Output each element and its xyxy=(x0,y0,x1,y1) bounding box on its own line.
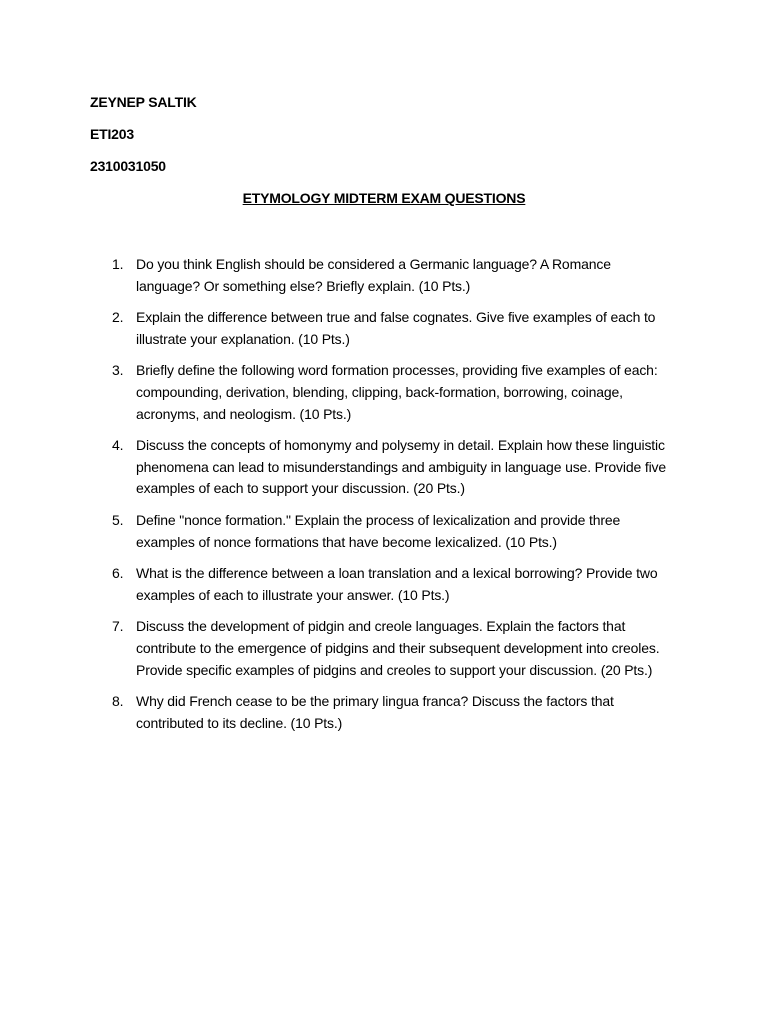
question-item xyxy=(0,307,676,350)
question-number: 1. xyxy=(112,256,124,272)
student-name: ZEYNEP SALTIK xyxy=(90,94,197,110)
question-text: What is the difference between a loan translation and a lexical borrowing? Provide two examples of each to illustrate your answer. (10 Pts.) xyxy=(136,565,658,603)
question-item xyxy=(0,360,676,425)
question-number: 8. xyxy=(112,693,124,710)
question-text: Define "nonce formation." Explain the process of lexicalization and provide three examples of nonce formations that have become lexicalized. (10 Pts.) xyxy=(136,511,621,550)
question-list xyxy=(0,254,768,744)
question-item xyxy=(0,435,676,500)
question-number: 2. xyxy=(112,309,124,326)
question-number: 3. xyxy=(112,362,124,379)
student-id: 2310031050 xyxy=(90,158,166,174)
question-text: Explain the difference between true and false cognates. Give five examples of each to illustrate your explanation. (10 Pts.) xyxy=(136,309,656,347)
question-item xyxy=(0,510,676,553)
question-text: Discuss the concepts of homonymy and polysemy in detail. Explain how these linguistic phenomena can lead to misunderstandings and ambiguity in language use. Provide five examples of each to support your discussion. (20 Pts.) xyxy=(136,437,667,497)
question-number: 4. xyxy=(112,437,124,454)
question-number: 6. xyxy=(112,565,124,582)
question-item xyxy=(0,616,676,681)
course-code: ETI203 xyxy=(90,126,134,142)
question-number: 5. xyxy=(112,511,124,528)
question-text: Why did French cease to be the primary lingua franca? Discuss the factors that contributed to its decline. (10 Pts.) xyxy=(136,693,614,731)
question-text: Do you think English should be considered a Germanic language? A Romance language? Or something else? Briefly explain. (10 Pts.) xyxy=(136,256,611,294)
question-item xyxy=(0,563,676,606)
question-item xyxy=(0,691,676,734)
question-text: Discuss the development of pidgin and creole languages. Explain the factors that contribute to the emergence of pidgins and their subsequent development into creoles. Provide specific examples of pidgins and creoles to support your discussion. (20 Pts.) xyxy=(136,618,660,678)
question-number: 7. xyxy=(112,618,124,635)
exam-title: ETYMOLOGY MIDTERM EXAM QUESTIONS xyxy=(242,190,526,206)
question-text: Briefly define the following word formation processes, providing five examples of each: compounding, derivation, blending, clipping, back-formation, borrowing, coinage, acronyms, and neologism. (10 Pts.) xyxy=(136,362,658,422)
question-item xyxy=(0,254,676,297)
